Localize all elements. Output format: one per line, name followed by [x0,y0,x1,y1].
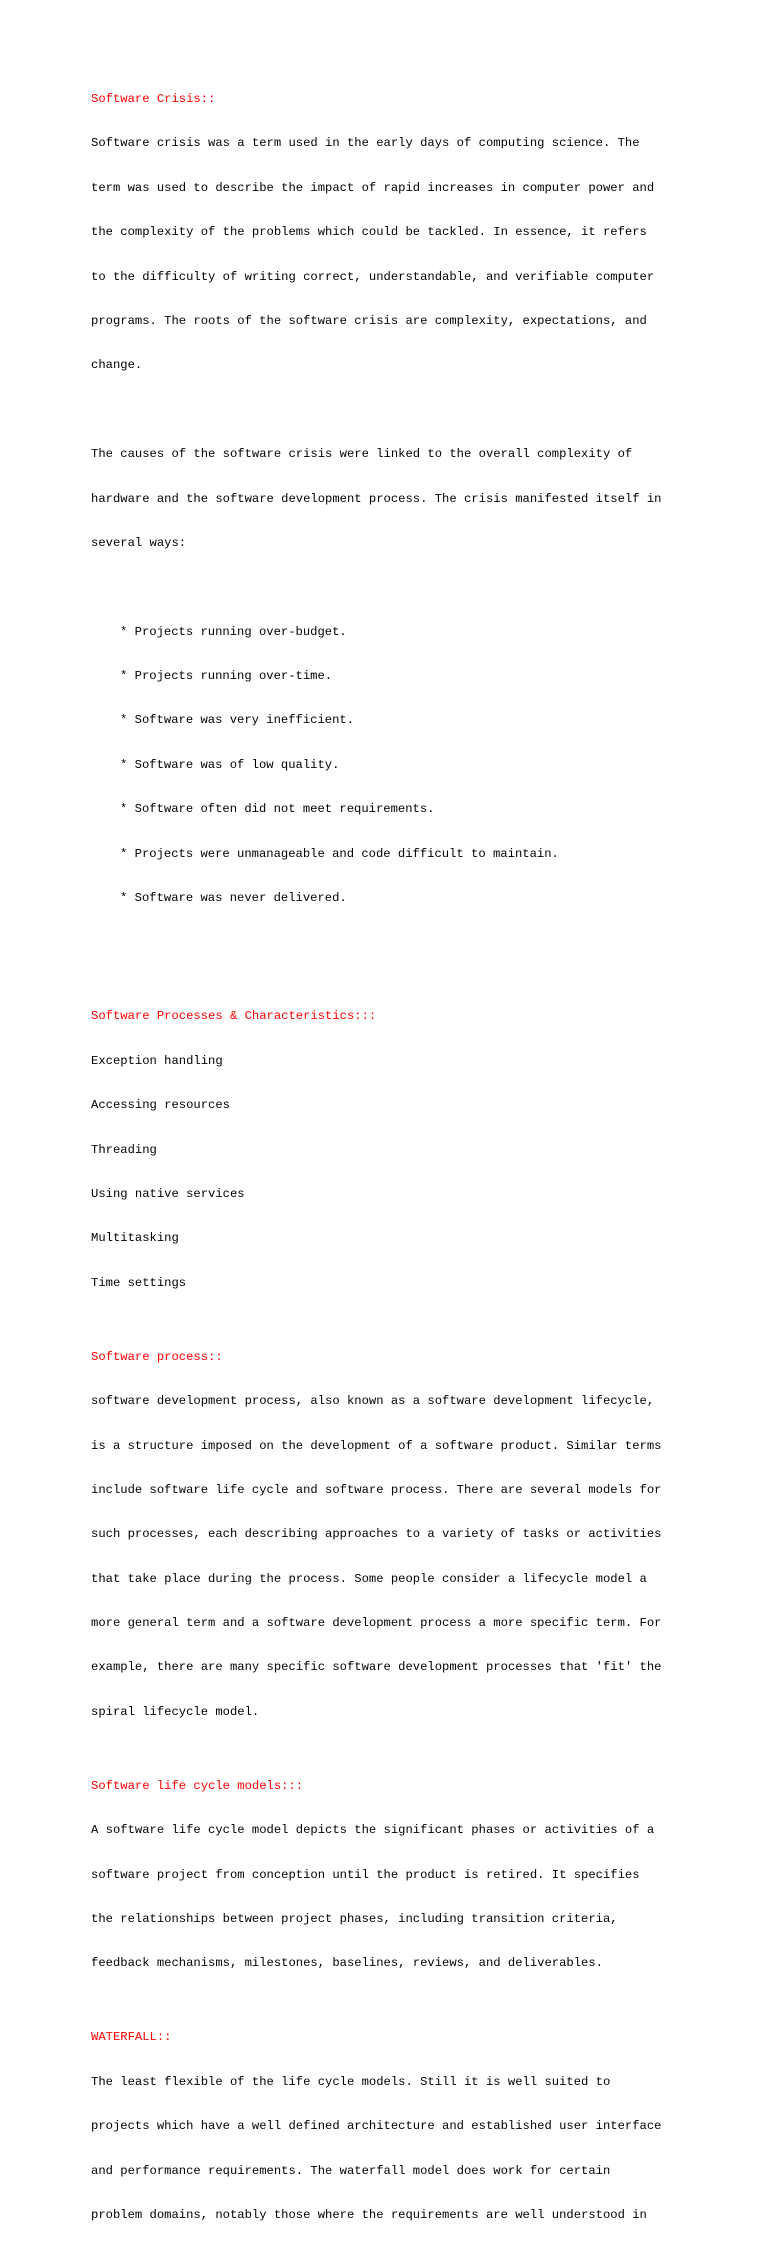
section-heading-software-process: Software process:: [91,1349,223,1364]
text-line: such processes, each describing approaches to a variety of tasks or activities [91,1527,662,1542]
text-line: include software life cycle and software process. There are several models for [91,1482,662,1497]
list-item: * Software was never delivered. [120,891,347,906]
list-item: * Projects running over-time. [120,669,333,684]
list-item: Threading [91,1142,157,1157]
text-line: software project from conception until the product is retired. It specifies [91,1867,640,1882]
text-line: problem domains, notably those where the requirements are well understood in [91,2207,647,2222]
section-heading-software-crisis: Software Crisis:: [91,92,216,106]
text-line: change. [91,358,143,373]
section-heading-life-cycle-models: Software life cycle models::: [91,1778,304,1793]
text-line: hardware and the software development process. The crisis manifested itself in [91,491,662,506]
text-line: term was used to describe the impact of rapid increases in computer power and [91,180,655,195]
text-line: projects which have a well defined architecture and established user interface [91,2119,662,2134]
crisis-paragraph-1 [91,107,691,403]
text-line: spiral lifecycle model. [91,1704,260,1719]
text-line: The least flexible of the life cycle models. Still it is well suited to [91,2074,611,2089]
process-paragraph [91,1365,691,1750]
text-line: is a structure imposed on the development of a software product. Similar terms [91,1438,662,1453]
list-item: Exception handling [91,1053,223,1068]
list-item: * Projects running over-budget. [120,624,347,639]
text-line: several ways: [91,535,187,550]
section-heading-waterfall: WATERFALL:: [91,2030,172,2045]
list-item: Accessing resources [91,1098,230,1113]
text-line: software development process, also known as a software development lifecycle, [91,1394,655,1409]
text-line: and performance requirements. The waterfall model does work for certain [91,2163,611,2178]
text-line: example, there are many specific software development processes that 'fit' the [91,1660,662,1675]
text-line: The causes of the software crisis were linked to the overall complexity of [91,447,633,462]
text-line: feedback mechanisms, milestones, baselines, reviews, and deliverables. [91,1956,603,1971]
text-line: the complexity of the problems which could be tackled. In essence, it refers [91,225,647,240]
text-line: more general term and a software development process a more specific term. For [91,1616,662,1631]
list-item: * Software was of low quality. [120,757,340,772]
list-item: Multitasking [91,1231,179,1246]
text-line: A software life cycle model depicts the significant phases or activities of a [91,1823,655,1838]
text-line: Software crisis was a term used in the early days of computing science. The [91,136,640,151]
list-item: * Software often did not meet requirements. [120,802,435,817]
processes-list [91,1024,691,1320]
text-line: to the difficulty of writing correct, understandable, and verifiable computer [91,269,655,284]
list-item: * Projects were unmanageable and code difficult to maintain. [120,846,559,861]
section-heading-processes-characteristics: Software Processes & Characteristics::: [91,1009,377,1024]
list-item: Time settings [91,1275,187,1290]
list-item: * Software was very inefficient. [120,713,355,728]
text-line: that take place during the process. Some people consider a lifecycle model a [91,1571,647,1586]
document-body [91,92,691,2252]
text-line: the relationships between project phases, including transition criteria, [91,1912,618,1927]
list-item: Using native services [91,1186,245,1201]
waterfall-paragraph [91,2045,691,2252]
lifecycle-paragraph [91,1794,691,2001]
crisis-bullet-list [91,595,691,935]
crisis-paragraph-2 [91,418,691,581]
text-line: programs. The roots of the software crisis are complexity, expectations, and [91,313,647,328]
